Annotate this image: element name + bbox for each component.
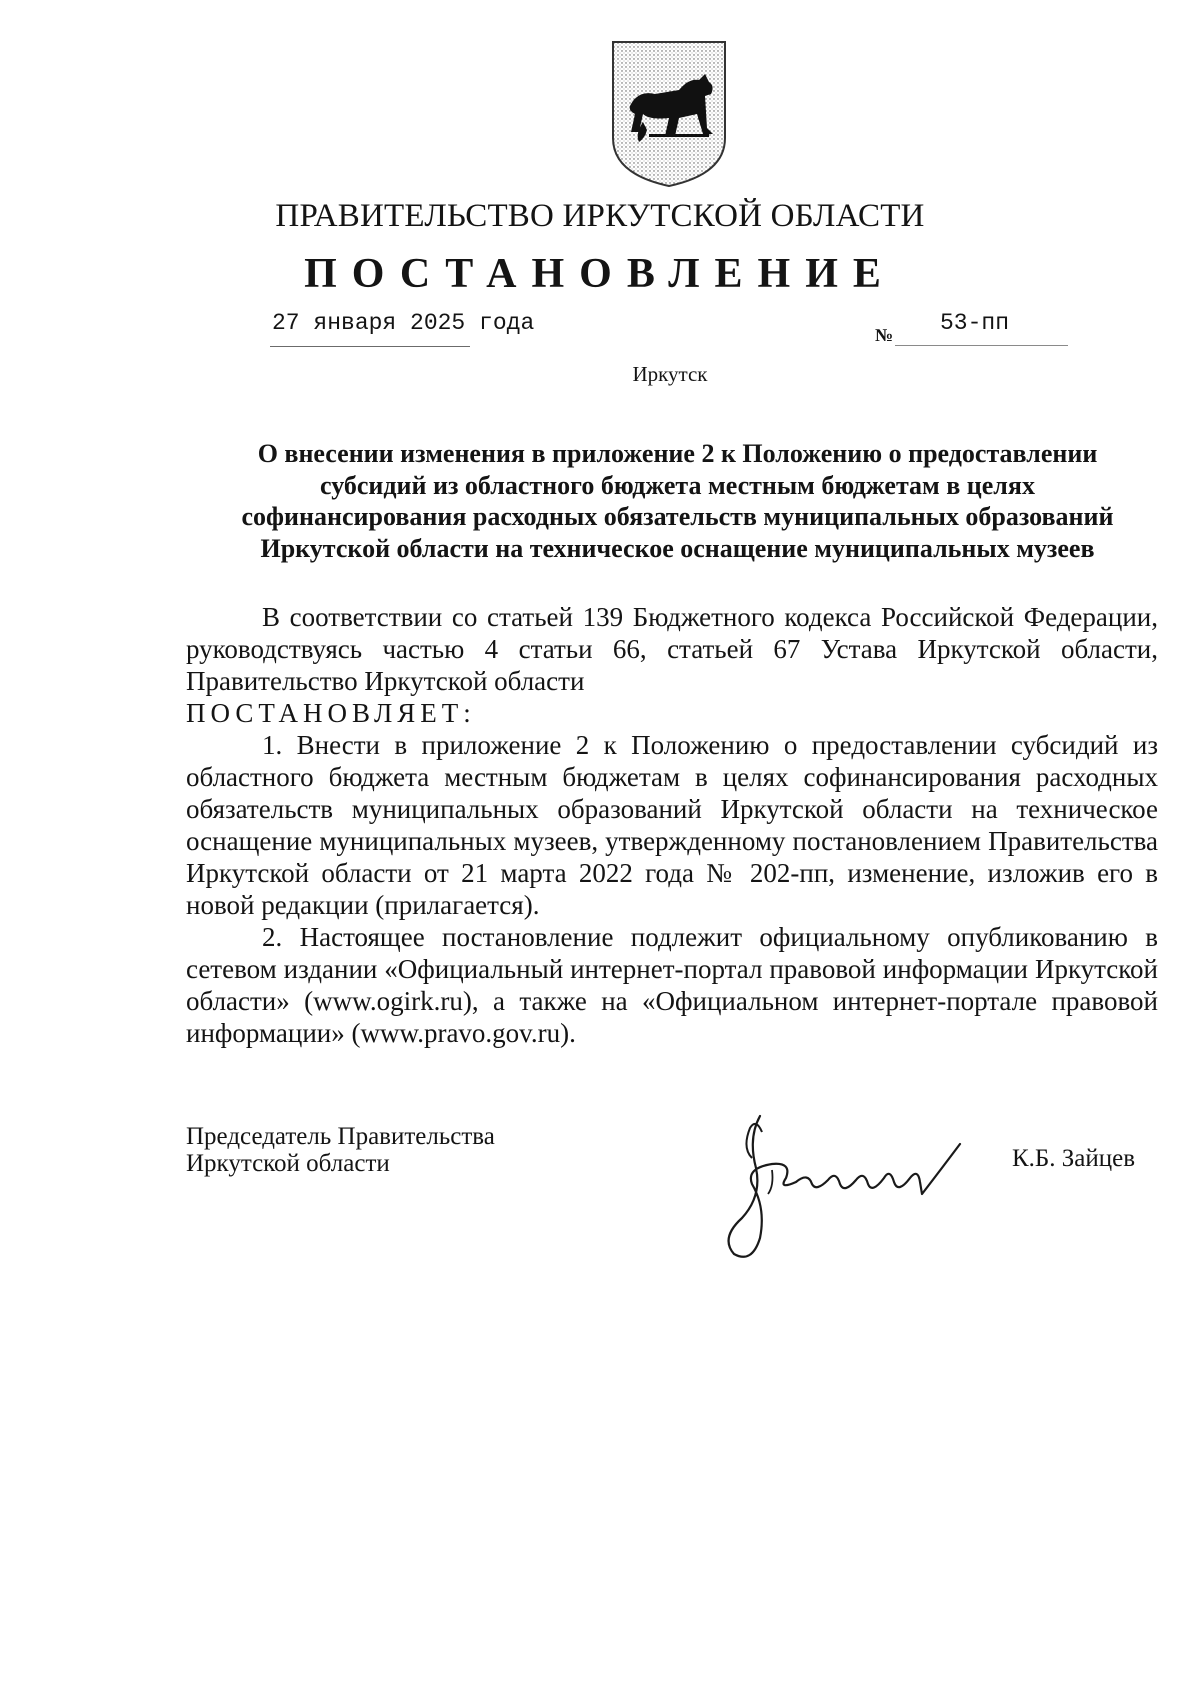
date-underline xyxy=(270,346,470,347)
handwritten-signature xyxy=(712,1098,982,1268)
document-number: 53-пп xyxy=(940,310,1010,336)
organization-name: ПРАВИТЕЛЬСТВО ИРКУТСКОЙ ОБЛАСТИ xyxy=(275,198,925,234)
signer-position xyxy=(186,1123,495,1177)
title-line: Иркутской области на техническое оснащение муниципальных музеев xyxy=(260,533,1095,563)
item-2-paragraph: 2. Настоящее постановление подлежит официальному опубликованию в сетевом издании «Официальный интернет-портал правовой информации Иркутской области» (www.ogirk.ru), а также на «Официальном интернет-портале правовой информации» (www.pravo.gov.ru). xyxy=(186,922,1158,1048)
title-line: субсидий из областного бюджета местным бюджетам в целях xyxy=(320,470,1035,500)
number-underline xyxy=(895,345,1068,346)
number-sign: № xyxy=(875,325,894,345)
document-type: ПОСТАНОВЛЕНИЕ xyxy=(304,251,896,297)
resolves-keyword: ПОСТАНОВЛЯЕТ: xyxy=(186,698,476,728)
preamble-paragraph: В соответствии со статьей 139 Бюджетного кодекса Российской Федерации, руководствуясь частью 4 статьи 66, статьей 67 Устава Иркутской области, Правительство Иркутской области xyxy=(186,602,1158,696)
item-1-paragraph: 1. Внести в приложение 2 к Положению о предоставлении субсидий из областного бюджета местным бюджетам в целях софинансирования расходных обязательств муниципальных образований Иркутской области на техническое оснащение муниципальных музеев, утвержденному постановлением Правительства Иркутской области от 21 марта 2022 года № 202-пп, изменение, изложив его в новой редакции (прилагается). xyxy=(186,730,1158,920)
city: Иркутск xyxy=(632,362,708,386)
signer-position-line: Иркутской области xyxy=(186,1150,390,1177)
document-date: 27 января 2025 года xyxy=(272,310,535,336)
title-line: О внесении изменения в приложение 2 к Положению о предоставлении xyxy=(257,439,1098,468)
title-line: софинансирования расходных обязательств муниципальных образований xyxy=(241,502,1114,531)
signer-name: К.Б. Зайцев xyxy=(1012,1145,1136,1172)
document-title xyxy=(190,438,1165,564)
signer-position-line: Председатель Правительства xyxy=(186,1123,495,1150)
document-body xyxy=(186,601,1158,1049)
coat-of-arms-icon xyxy=(609,38,729,188)
